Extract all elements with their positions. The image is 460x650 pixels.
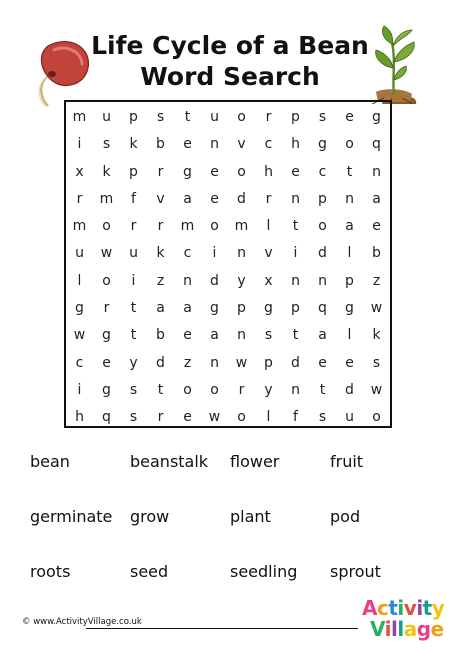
grid-letter[interactable]: t xyxy=(184,109,191,125)
grid-letter[interactable]: t xyxy=(319,381,326,398)
grid-letter[interactable]: a xyxy=(210,327,219,344)
grid-letter[interactable]: n xyxy=(345,190,354,207)
word-list-row xyxy=(30,450,430,505)
word-list-item: plant xyxy=(230,507,271,526)
grid-letter[interactable]: s xyxy=(318,109,327,125)
grid-letter[interactable]: k xyxy=(372,327,381,344)
grid-letter[interactable]: o xyxy=(102,272,111,289)
grid-letter[interactable]: p xyxy=(318,190,327,207)
grid-letter[interactable]: c xyxy=(183,245,192,262)
grid-letter[interactable]: e xyxy=(210,163,219,180)
grid-letter[interactable]: p xyxy=(291,300,300,317)
activity-village-logo xyxy=(362,596,445,642)
grid-letter[interactable]: x xyxy=(75,163,84,180)
grid-letter[interactable]: u xyxy=(345,409,354,426)
grid-letter[interactable]: s xyxy=(129,381,138,398)
word-list-item: germinate xyxy=(30,507,113,526)
grid-letter[interactable]: c xyxy=(318,163,327,180)
grid-letter[interactable]: n xyxy=(183,272,192,289)
grid-letter[interactable]: g xyxy=(264,300,273,317)
grid-letter[interactable]: z xyxy=(156,272,165,289)
grid-letter[interactable]: d xyxy=(291,354,300,371)
grid-letter[interactable]: k xyxy=(102,163,111,180)
grid-letter[interactable]: o xyxy=(237,409,246,426)
grid-letter[interactable]: o xyxy=(237,109,246,125)
word-list-item: seedling xyxy=(230,562,298,581)
grid-letter[interactable]: l xyxy=(266,409,271,426)
grid-row xyxy=(66,268,390,295)
grid-letter[interactable]: w xyxy=(370,300,383,317)
grid-letter[interactable]: w xyxy=(370,381,383,398)
grid-letter[interactable]: e xyxy=(183,136,192,153)
grid-letter[interactable]: i xyxy=(77,381,82,398)
grid-letter[interactable]: y xyxy=(129,354,138,371)
grid-letter[interactable]: e xyxy=(345,109,354,125)
grid-letter[interactable]: u xyxy=(75,245,84,262)
grid-letter[interactable]: p xyxy=(291,109,300,125)
grid-letter[interactable]: g xyxy=(183,163,192,180)
grid-letter[interactable]: s xyxy=(129,409,138,426)
grid-letter[interactable]: m xyxy=(99,190,114,207)
grid-letter[interactable]: z xyxy=(183,354,192,371)
grid-letter[interactable]: s xyxy=(372,354,381,371)
grid-letter[interactable]: v xyxy=(156,190,165,207)
logo-letter: a xyxy=(403,617,417,641)
grid-letter[interactable]: p xyxy=(129,109,138,125)
grid-letter[interactable]: y xyxy=(237,272,246,289)
grid-letter[interactable]: k xyxy=(156,245,165,262)
logo-letter: y xyxy=(431,596,445,620)
grid-letter[interactable]: n xyxy=(237,245,246,262)
grid-letter[interactable]: a xyxy=(183,190,192,207)
grid-letter[interactable]: a xyxy=(183,300,192,317)
grid-letter[interactable]: h xyxy=(264,163,273,180)
grid-letter[interactable]: i xyxy=(293,245,298,262)
logo-letter: g xyxy=(416,617,431,641)
grid-letter[interactable]: e xyxy=(291,163,300,180)
grid-row xyxy=(66,131,390,158)
grid-row xyxy=(66,213,390,240)
grid-letter[interactable]: r xyxy=(103,300,110,317)
grid-letter[interactable]: f xyxy=(293,409,298,426)
grid-letter[interactable]: h xyxy=(75,409,84,426)
grid-letter[interactable]: e xyxy=(102,354,111,371)
title-line-1: Life Cycle of a Bean xyxy=(91,31,369,60)
grid-letter[interactable]: o xyxy=(102,218,111,235)
grid-letter[interactable]: w xyxy=(100,245,113,262)
grid-letter[interactable]: i xyxy=(131,272,136,289)
grid-letter[interactable]: i xyxy=(212,245,217,262)
word-list-item: sprout xyxy=(330,562,381,581)
grid-letter[interactable]: g xyxy=(102,381,111,398)
grid-letter[interactable]: n xyxy=(210,354,219,371)
grid-letter[interactable]: m xyxy=(72,218,87,235)
logo-word-village xyxy=(362,619,442,639)
logo-letter: t xyxy=(388,596,398,620)
grid-row xyxy=(66,322,390,349)
grid-row xyxy=(66,159,390,186)
grid-letter[interactable]: g xyxy=(345,300,354,317)
page-title xyxy=(90,30,370,92)
bean-seed-icon xyxy=(30,36,92,108)
grid-letter[interactable]: p xyxy=(237,300,246,317)
grid-letter[interactable]: d xyxy=(345,381,354,398)
logo-letter: v xyxy=(403,596,417,620)
grid-letter[interactable]: r xyxy=(238,381,245,398)
grid-letter[interactable]: t xyxy=(292,327,299,344)
grid-letter[interactable]: n xyxy=(210,136,219,153)
grid-letter[interactable]: a xyxy=(345,218,354,235)
grid-letter[interactable]: f xyxy=(131,190,136,207)
grid-letter[interactable]: r xyxy=(76,190,83,207)
grid-letter[interactable]: k xyxy=(129,136,138,153)
grid-row xyxy=(66,295,390,322)
word-list-item: grow xyxy=(130,507,170,526)
grid-letter[interactable]: u xyxy=(129,245,138,262)
logo-letter: t xyxy=(422,596,432,620)
grid-letter[interactable]: t xyxy=(157,381,164,398)
grid-letter[interactable]: m xyxy=(180,218,195,235)
grid-letter[interactable]: s xyxy=(264,327,273,344)
grid-letter[interactable]: c xyxy=(264,136,273,153)
grid-letter[interactable]: v xyxy=(237,136,246,153)
grid-letter[interactable]: t xyxy=(346,163,353,180)
grid-letter[interactable]: s xyxy=(156,109,165,125)
grid-row xyxy=(66,240,390,267)
grid-letter[interactable]: i xyxy=(77,136,82,153)
logo-letter: e xyxy=(430,617,444,641)
grid-letter[interactable]: d xyxy=(318,245,327,262)
grid-letter[interactable]: e xyxy=(372,218,381,235)
grid-letter[interactable]: l xyxy=(266,218,271,235)
logo-letter: i xyxy=(397,596,404,620)
grid-letter[interactable]: g xyxy=(318,136,327,153)
grid-letter[interactable]: l xyxy=(77,272,82,289)
title-line-2: Word Search xyxy=(140,62,320,91)
grid-letter[interactable]: r xyxy=(265,190,272,207)
grid-letter[interactable]: t xyxy=(292,218,299,235)
grid-letter[interactable]: b xyxy=(156,136,165,153)
grid-letter[interactable]: o xyxy=(318,218,327,235)
grid-letter[interactable]: r xyxy=(265,109,272,125)
grid-letter[interactable]: e xyxy=(318,354,327,371)
logo-word-activity xyxy=(362,596,445,620)
grid-letter[interactable]: b xyxy=(156,327,165,344)
grid-letter[interactable]: e xyxy=(183,327,192,344)
logo-letter: V xyxy=(370,617,385,641)
grid-letter[interactable]: r xyxy=(130,218,137,235)
grid-letter[interactable]: r xyxy=(157,409,164,426)
word-list-item: bean xyxy=(30,452,70,471)
grid-letter[interactable]: l xyxy=(347,245,352,262)
word-list-item: fruit xyxy=(330,452,364,471)
grid-letter[interactable]: m xyxy=(72,109,87,125)
grid-letter[interactable]: p xyxy=(129,163,138,180)
footer-divider xyxy=(86,628,358,629)
grid-row xyxy=(66,377,390,404)
grid-letter[interactable]: o xyxy=(183,381,192,398)
word-list-row xyxy=(30,505,430,560)
grid-letter[interactable]: d xyxy=(156,354,165,371)
grid-letter[interactable]: n xyxy=(372,163,381,180)
grid-letter[interactable]: g xyxy=(372,109,381,125)
grid-letter[interactable]: g xyxy=(102,327,111,344)
grid-letter[interactable]: l xyxy=(347,327,352,344)
grid-letter[interactable]: z xyxy=(372,272,381,289)
grid-letter[interactable]: c xyxy=(75,354,84,371)
word-list-item: pod xyxy=(330,507,361,526)
grid-letter[interactable]: n xyxy=(237,327,246,344)
grid-letter[interactable]: p xyxy=(345,272,354,289)
grid-letter[interactable]: h xyxy=(291,136,300,153)
grid-letter[interactable]: q xyxy=(372,136,381,153)
grid-letter[interactable]: w xyxy=(73,327,86,344)
grid-letter[interactable]: p xyxy=(264,354,273,371)
grid-letter[interactable]: x xyxy=(264,272,273,289)
copyright-text: © www.ActivityVillage.co.uk xyxy=(22,617,142,627)
word-list-item: flower xyxy=(230,452,280,471)
grid-letter[interactable]: o xyxy=(372,409,381,426)
grid-letter[interactable]: a xyxy=(372,190,381,207)
grid-letter[interactable]: d xyxy=(237,190,246,207)
logo-letter: l xyxy=(391,617,398,641)
grid-letter[interactable]: u xyxy=(102,109,111,125)
grid-letter[interactable]: e xyxy=(183,409,192,426)
grid-letter[interactable]: e xyxy=(345,354,354,371)
grid-letter[interactable]: b xyxy=(372,245,381,262)
grid-letter[interactable]: n xyxy=(291,190,300,207)
grid-letter[interactable]: u xyxy=(210,109,219,125)
grid-row xyxy=(66,104,390,131)
grid-letter[interactable]: o xyxy=(210,381,219,398)
logo-letter: i xyxy=(384,617,391,641)
grid-letter[interactable]: n xyxy=(291,272,300,289)
grid-letter[interactable]: n xyxy=(318,272,327,289)
word-search-grid xyxy=(64,100,392,428)
grid-row xyxy=(66,350,390,377)
logo-letter: A xyxy=(362,596,377,620)
grid-letter[interactable]: g xyxy=(75,300,84,317)
grid-letter[interactable]: q xyxy=(102,409,111,426)
grid-letter[interactable]: s xyxy=(318,409,327,426)
grid-letter[interactable]: r xyxy=(157,218,164,235)
grid-letter[interactable]: o xyxy=(345,136,354,153)
grid-letter[interactable]: v xyxy=(264,245,273,262)
grid-letter[interactable]: t xyxy=(130,327,137,344)
grid-letter[interactable]: d xyxy=(210,272,219,289)
grid-letter[interactable]: n xyxy=(291,381,300,398)
grid-letter[interactable]: r xyxy=(157,163,164,180)
word-list-item: beanstalk xyxy=(130,452,209,471)
grid-letter[interactable]: q xyxy=(318,300,327,317)
grid-letter[interactable]: g xyxy=(210,300,219,317)
word-list-item: seed xyxy=(130,562,169,581)
grid-letter[interactable]: y xyxy=(264,381,273,398)
grid-letter[interactable]: m xyxy=(234,218,249,235)
grid-letter[interactable]: a xyxy=(318,327,327,344)
word-list-item: roots xyxy=(30,562,71,581)
grid-letter[interactable]: e xyxy=(210,190,219,207)
word-list xyxy=(30,450,430,615)
grid-letter[interactable]: w xyxy=(208,409,221,426)
grid-row xyxy=(66,186,390,213)
logo-letter: c xyxy=(376,596,389,620)
logo-letter: l xyxy=(397,617,404,641)
bean-seedling-icon xyxy=(362,22,424,104)
grid-row xyxy=(66,404,390,431)
grid-letter[interactable]: a xyxy=(156,300,165,317)
grid-letter[interactable]: o xyxy=(237,163,246,180)
grid-letter[interactable]: t xyxy=(130,300,137,317)
grid-letter[interactable]: o xyxy=(210,218,219,235)
logo-letter: i xyxy=(416,596,423,620)
grid-letter[interactable]: w xyxy=(235,354,248,371)
grid-letter[interactable]: s xyxy=(102,136,111,153)
